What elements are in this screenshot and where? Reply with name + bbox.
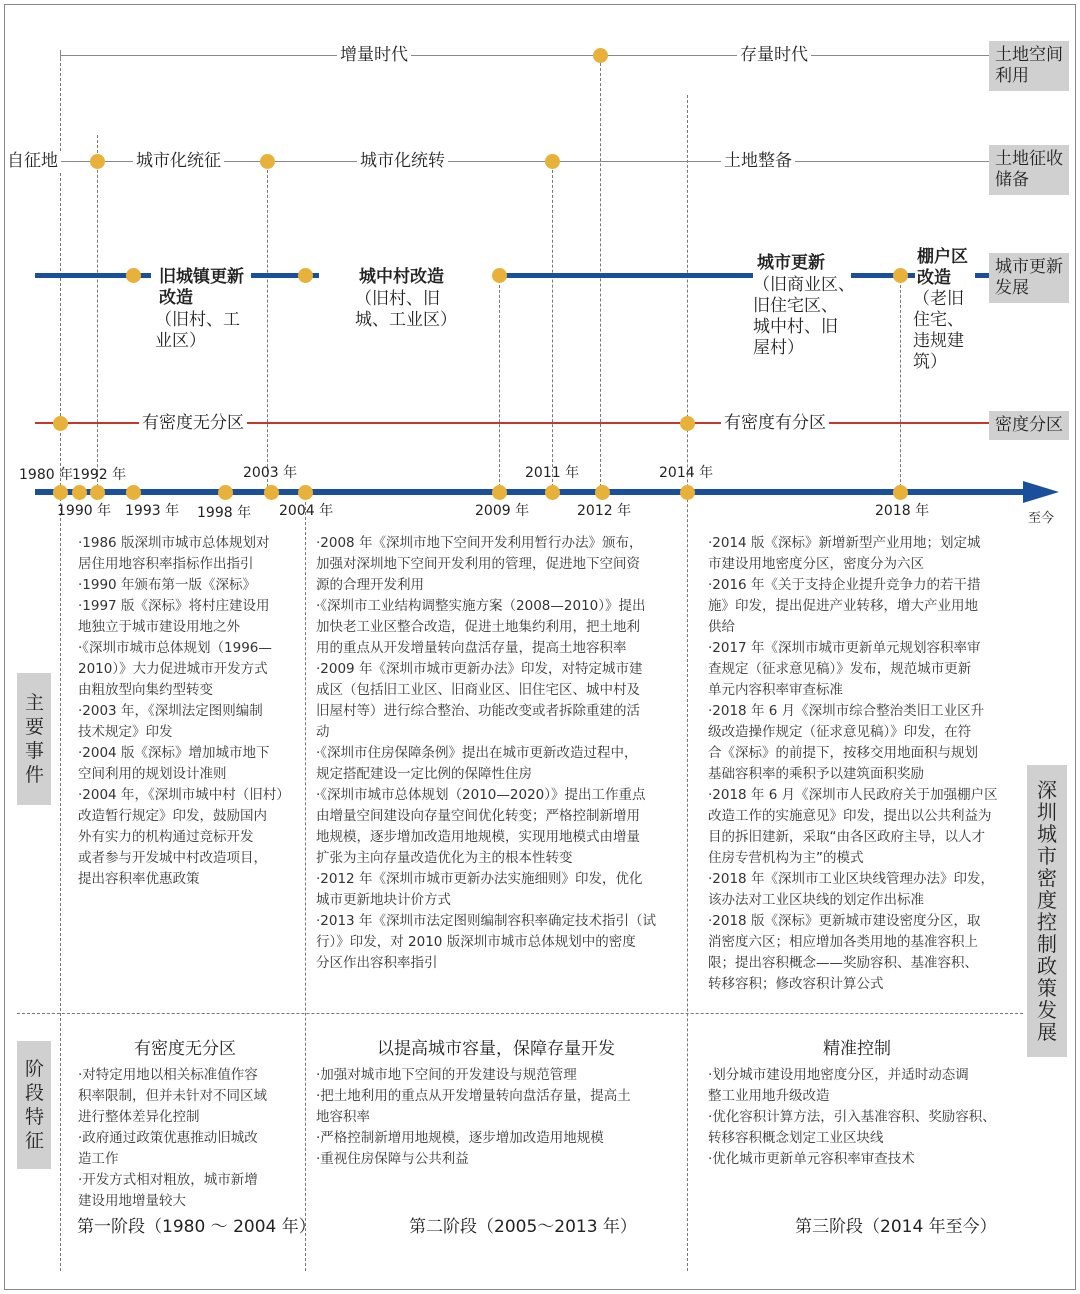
renewal-detail-shantytown: （老旧 住宅、 违规建 筑） (913, 289, 964, 372)
timeline-axis (35, 489, 1025, 495)
year-label-1992: 1992 年 (72, 467, 127, 483)
category-main-events: 主 要 事 件 (17, 673, 51, 805)
year-label-2012: 2012 年 (577, 503, 632, 519)
timeline-dot-2012 (595, 485, 610, 500)
increment-era-label: 增量时代 (337, 45, 411, 65)
acq-label-land-prep: 土地整备 (721, 151, 795, 171)
timeline-dot-1980 (53, 485, 68, 500)
category-land-acquisition: 土地征收 储备 (989, 145, 1069, 195)
acq-dot-2003 (260, 154, 275, 169)
stage-1-text: ·对特定用地以相关标准值作容 积率限制，但并未针对不同区域 进行整体差异化控制 ·政府通过政策优惠推动旧城改 造工作 ·开发方式相对粗放，城市新增 建设用地增量较大 (78, 1067, 267, 1209)
year-label-1998: 1998 年 (197, 505, 252, 521)
timeline-arrow-icon (1023, 481, 1059, 503)
stage-1-title: 有密度无分区 (134, 1039, 236, 1059)
renewal-detail-urban-village: （旧村、旧 城、工业区） (355, 289, 457, 330)
renewal-detail-old-town: （旧村、工 业区） (155, 310, 240, 351)
guide-line-1992 (97, 135, 98, 497)
acq-dot-1992 (90, 154, 105, 169)
category-stage-features: 阶 段 特 征 (17, 1041, 51, 1169)
diagram-frame (4, 4, 1076, 1290)
renewal-dot-2018 (893, 268, 908, 283)
stage-2-name: 第二阶段（2005～2013 年） (409, 1217, 637, 1237)
events-stage-3: ·2014 版《深标》新增新型产业用地；划定城 市建设用地密度分区，密度分为六区 ·2016 年《关于支持企业提升竞争力的若干措 施》印发，提出促进产业转移，增大产业用地 供给 ·2017 年《深圳市城市更新单元规划容积率审 查规定（征求意见稿）》发布，规范城市更新 单元内容积率审查标准 ·2018 年 6 月《深圳市综合整治类旧工业区升 级改造操作规定（征求意见稿）》印发，在符 合《深标》的前提下，按移交用地面积与规划 基础容积率的乘积予以建筑面积奖励 ·2018 年 6 月《深圳市人民政府关于加强棚户区 改造工作的实施意见》印发，提出以公共利益为 目的拆旧建新，采取“由各区政府主导，以人才 住房专营机构为主”的模式 ·2018 年《深圳市工业区块线管理办法》印发， 该办法对工业区块线的划定作出标准 ·2018 版《深标》更新城市建设密度分区，取 消密度六区；相应增加各类用地的基准容积上 限；提出容积概念——奖励容积、基准容积、 转移容积；修改容积计算公式 (708, 535, 998, 992)
guide-line-1980 (60, 53, 61, 1271)
events-stage-2: ·2008 年《深圳市地下空间开发利用暂行办法》颁布， 加强对深圳地下空间开发利用的管理，促进地下空间资 源的合理开发利用 ·《深圳市工业结构调整实施方案（2008—2010）》提出 加快老工业区整合改造，促进土地集约利用，把土地利 用的重点从开发增量转向盘活存量，提高土地容积率 ·2009 年《深圳市城市更新办法》印发，对特定城市建 成区（包括旧工业区、旧商业区、旧住宅区、城中村及 旧屋村等）进行综合整治、功能改变或者拆除重建的活 动 ·《深圳市住房保障条例》提出在城市更新改造过程中， 规定搭配建设一定比例的保障性住房 ·《深圳市城市总体规划（2010—2020）》提出工作重点 由增量空间建设向存量空间优化转变；严格控制新增用 地规模，逐步增加改造用地规模，实现用地模式由增量 扩张为主向存量改造优化为主的根本性转变 ·2012 年《深圳市城市更新办法实施细则》印发，优化 城市更新地块计价方式 ·2013 年《深圳市法定图则编制容积率确定技术指引（试 行）》印发，对 2010 版深圳市城市总体规划中的密度 分区作出容积率指引 (316, 535, 656, 971)
year-label-2009: 2009 年 (475, 503, 530, 519)
year-label-1993: 1993 年 (125, 503, 180, 519)
renewal-dot-2004 (298, 268, 313, 283)
renewal-title-old-town: 旧城镇更新 改造 (159, 267, 244, 308)
acq-label-self: 自征地 (5, 151, 61, 171)
renewal-detail-urban-renewal: （旧商业区、 旧住宅区、 城中村、旧 屋村） (753, 275, 855, 358)
renewal-title-urban-village: 城中村改造 (359, 267, 444, 287)
year-label-1980: 1980 年 (19, 467, 74, 483)
category-renewal: 城市更新 发展 (989, 253, 1069, 303)
renewal-dot-2009 (492, 268, 507, 283)
side-title: 深 圳 城 市 密 度 控 制 政 策 发 展 (1027, 765, 1067, 1057)
timeline-dot-2011 (545, 485, 560, 500)
renewal-title-urban-renewal: 城市更新 (757, 253, 825, 273)
land-space-line-end (60, 50, 61, 60)
stage-3-text: ·划分城市建设用地密度分区，并适时动态调 整工业用地升级改造 ·优化容积计算方法，引入基准容积、奖励容积、 转移容积概念划定工业区块线 ·优化城市更新单元容积率审查技术 (708, 1067, 996, 1167)
guide-line-2018 (900, 275, 901, 497)
guide-line-2004 (305, 497, 306, 1271)
renewal-dot-1993 (126, 268, 141, 283)
density-label-no-zone: 有密度无分区 (139, 413, 247, 433)
timeline-dot-1998 (218, 485, 233, 500)
timeline-dot-1990 (72, 485, 87, 500)
year-label-2004: 2004 年 (279, 503, 334, 519)
land-space-dot-2012 (593, 48, 608, 63)
guide-line-2009 (499, 275, 500, 497)
stage-2-title: 以提高城市容量，保障存量开发 (377, 1039, 615, 1059)
events-stage-1: ·1986 版深圳市城市总体规划对 居住用地容积率指标作出指引 ·1990 年颁布第一版《深标》 ·1997 版《深标》将村庄建设用 地独立于城市建设用地之外 ·《深圳市城市总体规划（1996— 2010）》大力促进城市开发方式 由粗放型向集约型转变 ·2003 年，《深圳法定图则编制 技术规定》印发 ·2004 版《深标》增加城市地下 空间利用的规划设计准则 ·2004 年，《深圳市城中村（旧村） 改造暂行规定》印发，鼓励国内 外有实力的机构通过竞标开发 或者参与开发城中村改造项目， 提出容积率优惠政策 (78, 535, 290, 887)
density-dot-2014 (680, 416, 695, 431)
acq-label-unified-acq: 城市化统征 (133, 151, 224, 171)
timeline-dot-1992 (90, 485, 105, 500)
stage-1-name: 第一阶段（1980 ～ 2004 年） (77, 1217, 316, 1237)
acq-dot-2011 (545, 154, 560, 169)
stage-3-title: 精准控制 (823, 1039, 891, 1059)
acq-label-unified-transfer: 城市化统转 (357, 151, 448, 171)
timeline-dot-2009 (492, 485, 507, 500)
stage-3-name: 第三阶段（2014 年至今） (795, 1217, 997, 1237)
guide-line-2014 (687, 95, 688, 1271)
timeline-dot-2004 (298, 485, 313, 500)
stock-era-label: 存量时代 (737, 45, 811, 65)
year-label-1990: 1990 年 (57, 503, 112, 519)
year-label-2014: 2014 年 (659, 465, 714, 481)
year-label-2003: 2003 年 (243, 465, 298, 481)
timeline-dot-2014 (680, 485, 695, 500)
timeline-dot-2018 (893, 485, 908, 500)
density-dot-1980 (53, 416, 68, 431)
renewal-title-shantytown: 棚户区 改造 (917, 247, 968, 288)
guide-line-2011 (552, 155, 553, 497)
timeline-end-label: 至今 (1028, 511, 1055, 526)
year-label-2011: 2011 年 (525, 465, 580, 481)
category-density: 密度分区 (989, 411, 1069, 440)
guide-line-2003 (267, 155, 268, 497)
timeline-dot-1993 (126, 485, 141, 500)
category-land-space: 土地空间 利用 (989, 41, 1069, 91)
section-separator (17, 1013, 1023, 1014)
stage-2-text: ·加强对城市地下空间的开发建设与规范管理 ·把土地利用的重点从开发增量转向盘活存量，提高土 地容积率 ·严格控制新增用地规模，逐步增加改造用地规模 ·重视住房保障与公共利益 (316, 1067, 631, 1167)
land-space-line (60, 55, 990, 56)
density-label-with-zone: 有密度有分区 (721, 413, 829, 433)
year-label-2018: 2018 年 (875, 503, 930, 519)
timeline-dot-2003 (264, 485, 279, 500)
